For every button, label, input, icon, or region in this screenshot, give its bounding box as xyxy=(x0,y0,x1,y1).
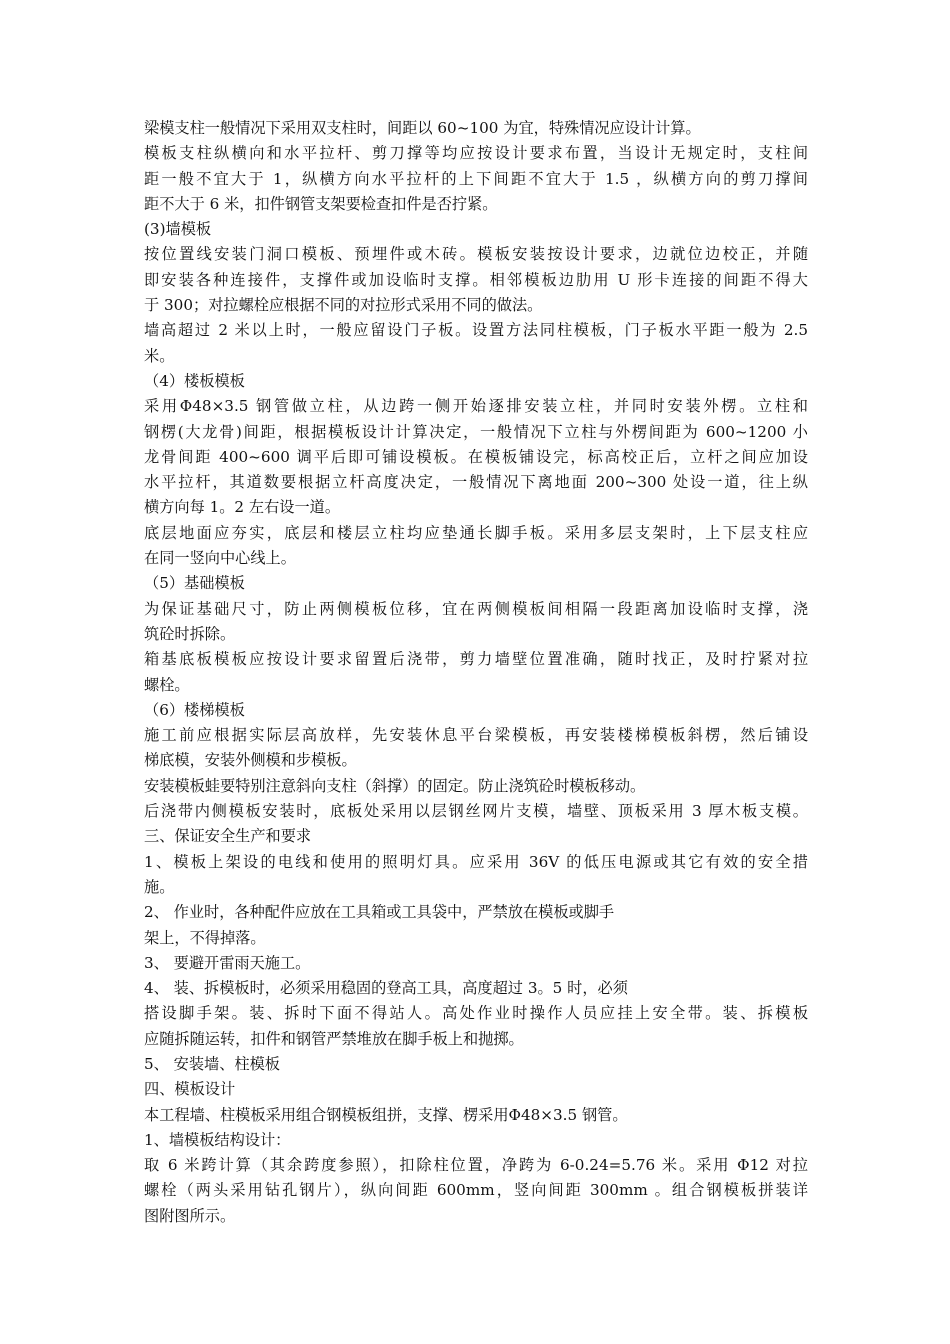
text-line: 于 300；对拉螺栓应根据不同的对拉形式采用不同的做法。 xyxy=(144,296,543,315)
text-line: 3、 要避开雷雨天施工。 xyxy=(144,953,311,972)
text-line: 即安装各种连接件，支撑件或加设临时支撑。相邻模板边肋用 U 形卡连接的间距不得大 xyxy=(144,270,808,289)
text-line: 距一般不宜大于 1，纵横方向水平拉杆的上下间距不宜大于 1.5 ，纵横方向的剪刀撑间 xyxy=(144,169,808,188)
text-line: 施工前应根据实际层高放样，先安装休息平台梁模板，再安装楼梯模板斜楞，然后铺设 xyxy=(144,726,808,745)
text-line: 后浇带内侧模板安装时，底板处采用以层钢丝网片支模，墙壁、顶板采用 3 厚木板支模。 xyxy=(144,802,808,821)
text-line: 水平拉杆，其道数要根据立杆高度决定，一般情况下离地面 200~300 处设一道，往上纵 xyxy=(144,473,808,492)
text-line: 1、模板上架设的电线和使用的照明灯具。应采用 36V 的低压电源或其它有效的安全措 xyxy=(144,852,808,871)
text-line: 4、 装、拆模板时，必须采用稳固的登高工具，高度超过 3。5 时，必须 xyxy=(144,979,628,998)
text-line: 距不大于 6 米，扣件钢管支架要检查扣件是否拧紧。 xyxy=(144,194,498,213)
text-line: 本工程墙、柱模板采用组合钢模板组拼，支撑、楞采用Φ48×3.5 钢管。 xyxy=(144,1105,628,1124)
text-line: 米。 xyxy=(144,346,175,365)
text-line: 底层地面应夯实，底层和楼层立柱均应垫通长脚手板。采用多层支架时，上下层支柱应 xyxy=(144,523,808,542)
document-body xyxy=(144,116,808,1229)
text-line: 三、保证安全生产和要求 xyxy=(144,827,312,846)
text-line: 筑砼时拆除。 xyxy=(144,624,236,643)
text-line: 螺栓（两头采用钻孔钢片），纵向间距 600mm，竖向间距 300mm 。组合钢模板拼装详 xyxy=(144,1181,808,1200)
text-line: 在同一竖向中心线上。 xyxy=(144,549,296,568)
text-line: 应随拆随运转，扣件和钢管严禁堆放在脚手板上和抛掷。 xyxy=(144,1029,524,1048)
text-line: 为保证基础尺寸，防止两侧模板位移，宜在两侧模板间相隔一段距离加设临时支撑，浇 xyxy=(144,599,808,618)
text-line: 图附图所示。 xyxy=(144,1206,236,1225)
text-line: 搭设脚手架。装、拆时下面不得站人。高处作业时操作人员应挂上安全带。装、拆模板 xyxy=(144,1004,808,1023)
text-line: 箱基底板模板应按设计要求留置后浇带，剪力墙壁位置准确，随时找正，及时拧紧对拉 xyxy=(144,650,808,669)
text-line: 取 6 米跨计算（其余跨度参照），扣除柱位置，净跨为 6-0.24=5.76 米。采用 Φ12 对拉 xyxy=(144,1156,808,1175)
text-line: 施。 xyxy=(144,877,175,896)
text-line: （5）基础模板 xyxy=(144,574,245,593)
text-line: 钢楞(大龙骨)间距，根据模板设计计算决定，一般情况下立柱与外楞间距为 600~1200 小 xyxy=(144,422,808,441)
text-line: (3)墙模板 xyxy=(144,220,212,239)
text-line: 模板支柱纵横向和水平拉杆、剪刀撑等均应按设计要求布置，当设计无规定时，支柱间 xyxy=(144,144,808,163)
text-line: 螺栓。 xyxy=(144,675,190,694)
text-line: 安装模板蛙要特别注意斜向支柱（斜撑）的固定。防止浇筑砼时模板移动。 xyxy=(144,776,646,795)
text-line: 1、墙模板结构设计： xyxy=(144,1130,291,1149)
text-line: 2、 作业时，各种配件应放在工具箱或工具袋中，严禁放在模板或脚手 xyxy=(144,903,615,922)
text-line: 采用Φ48×3.5 钢管做立柱，从边跨一侧开始逐排安装立柱，并同时安装外楞。立柱和 xyxy=(144,397,808,416)
text-line: （6）楼梯模板 xyxy=(144,700,245,719)
text-line: 墙高超过 2 米以上时，一般应留设门子板。设置方法同柱模板，门子板水平距一般为 2.5 xyxy=(144,321,808,340)
text-line: 梯底模，安装外侧模和步模板。 xyxy=(144,751,357,770)
text-line: 四、模板设计 xyxy=(144,1080,236,1099)
text-line: （4）楼板模板 xyxy=(144,371,245,390)
text-line: 5、 安装墙、柱模板 xyxy=(144,1054,280,1073)
text-line: 横方向每 1。2 左右设一道。 xyxy=(144,498,341,517)
text-line: 按位置线安装门洞口模板、预埋件或木砖。模板安装按设计要求，边就位边校正，并随 xyxy=(144,245,808,264)
text-line: 架上，不得掉落。 xyxy=(144,928,266,947)
text-line: 龙骨间距 400~600 调平后即可铺设模板。在模板铺设完，标高校正后，立杆之间应加设 xyxy=(144,447,808,466)
text-line: 梁模支柱一般情况下采用双支柱时，间距以 60~100 为宜，特殊情况应设计计算。 xyxy=(144,119,701,137)
